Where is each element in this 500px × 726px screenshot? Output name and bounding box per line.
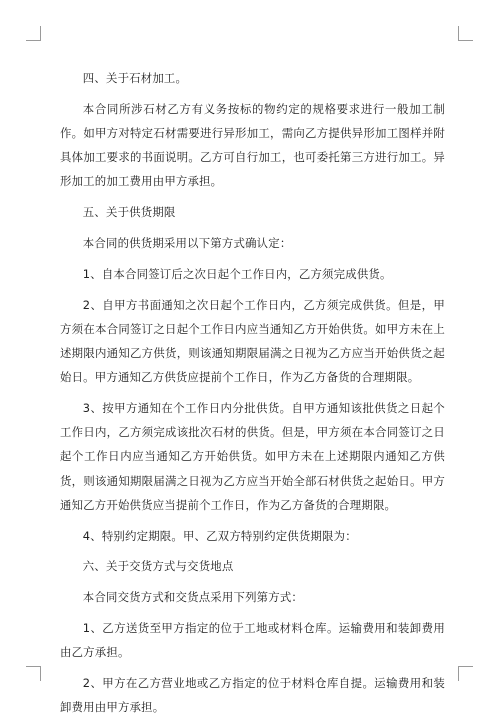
- document-body: [60, 66, 445, 726]
- paragraph-delivery-option-1: 1、乙方送货至甲方指定的位于工地或材料仓库。运输费用和装卸费用由乙方承担。: [60, 621, 445, 660]
- crop-mark-top-left: [26, 26, 41, 41]
- paragraph-supply-option-1: 1、自本合同签订后之次日起个工作日内，乙方须完成供货。: [82, 266, 392, 281]
- crop-mark-top-right: [458, 26, 473, 41]
- paragraph-supply-option-2: 2、自甲方书面通知之次日起个工作日内，乙方须完成供货。但是，甲方须在本合同签订之日起个工作日内应当通知乙方开始供货。如甲方未在上述期限内通知乙方供货，则该通知期限届满之日视为乙方应当开始供货之起始日。甲方通知乙方供货应提前个工作日，作为乙方备货的合理期限。: [60, 297, 445, 385]
- crop-mark-bottom-left: [26, 666, 41, 681]
- section-heading-stone-processing: 四、关于石材加工。: [82, 71, 188, 85]
- section-heading-supply-period: 五、关于供货期限: [82, 205, 176, 220]
- paragraph-supply-method-intro: 本合同的供货期采用以下第方式确认定：: [82, 236, 292, 250]
- crop-mark-bottom-right: [458, 666, 473, 681]
- paragraph-supply-option-3: 3、按甲方通知在个工作日内分批供货。自甲方通知该批供货之日起个工作日内，乙方须完成该批次石材的供货。但是，甲方须在本合同签订之日起个工作日内应当通知乙方开始供货。如甲方未在上述期限内通知乙方供货，则该通知期限届满之日视为乙方应当开始全部石材供货之起始日。甲方通知乙方开始供货应当提前个工作日，作为乙方备货的合理期限。: [60, 401, 445, 512]
- section-heading-delivery: 六、关于交货方式与交货地点: [82, 559, 234, 574]
- paragraph-stone-processing: 本合同所涉石材乙方有义务按标的物约定的规格要求进行一般加工制作。如甲方对特定石材需要进行异形加工，需向乙方提供异形加工图样并附具体加工要求的书面说明。乙方可自行加工，也可委托第三方进行加工。异形加工的加工费用由甲方承担。: [60, 101, 445, 189]
- paragraph-supply-option-4: 4、特别约定期限。甲、乙双方特别约定供货期限为：: [82, 528, 357, 543]
- paragraph-delivery-option-2: 2、甲方在乙方营业地或乙方指定的位于材料仓库自提。运输费用和装卸费用由甲方承担。: [60, 676, 445, 715]
- paragraph-delivery-intro: 本合同交货方式和交货点采用下列第方式：: [82, 590, 304, 605]
